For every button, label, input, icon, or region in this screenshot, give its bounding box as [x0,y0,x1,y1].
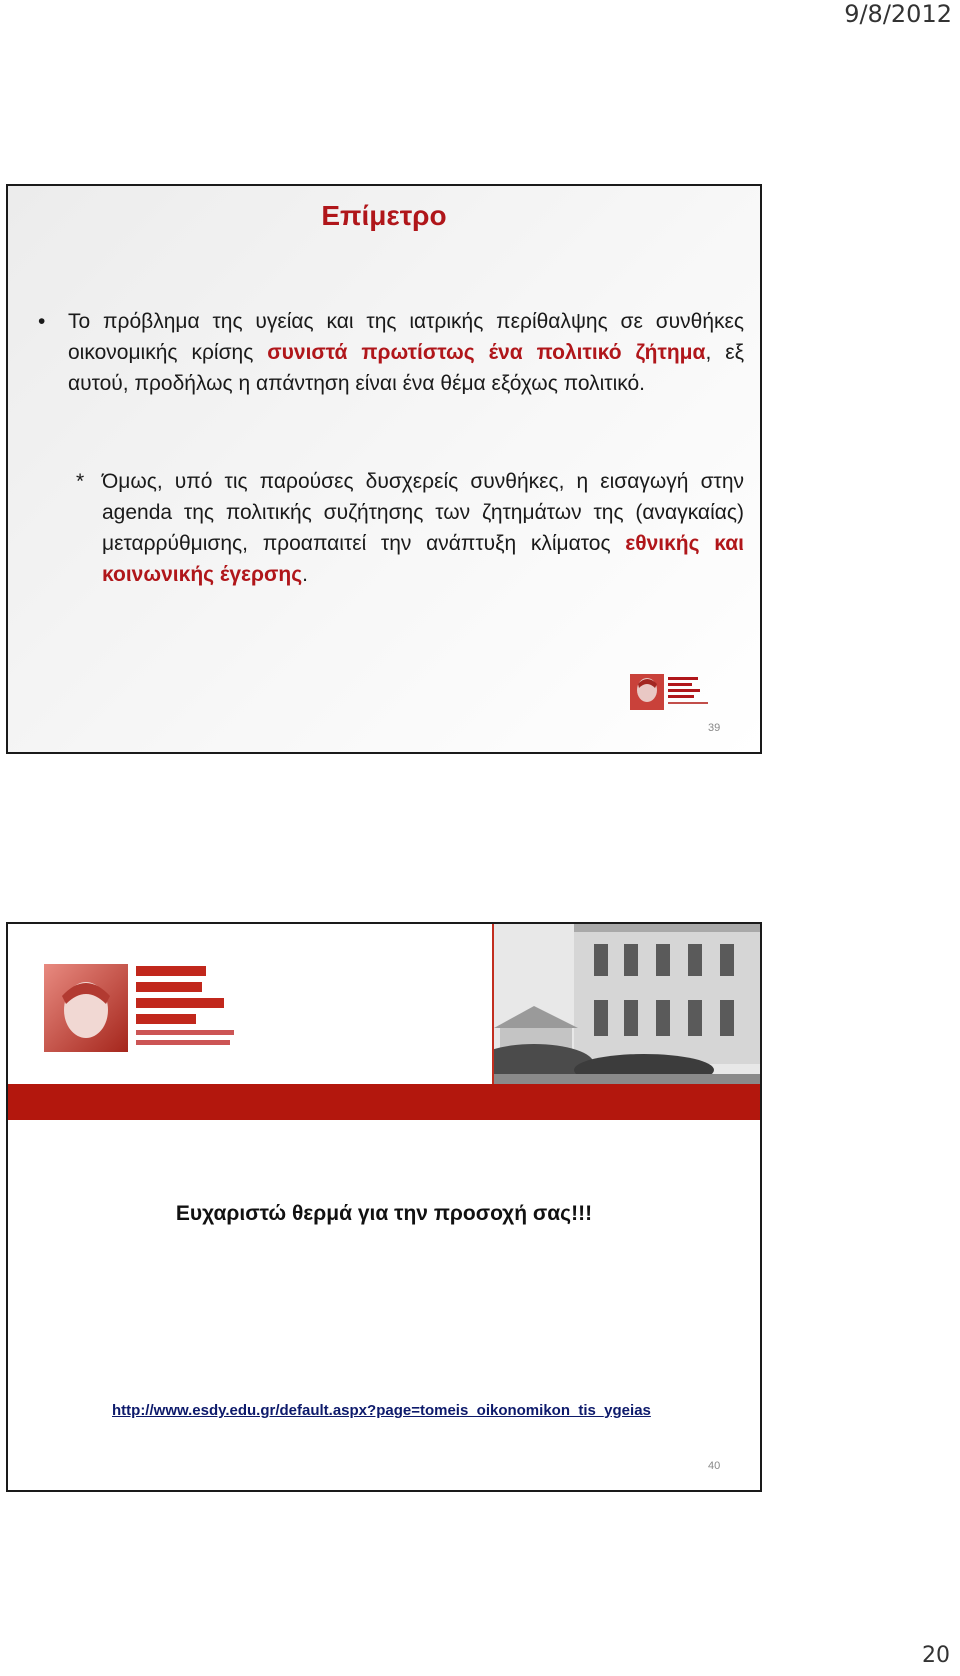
slide-39 [6,184,762,754]
thanks-text: Ευχαριστώ θερμά για την προσοχή σας!!! [175,1202,593,1225]
slide-title: Επίμετρο [321,200,447,231]
website-link[interactable]: http://www.esdy.edu.gr/default.aspx?page=tomeis_oikonomikon_tis_ygeias [112,1402,651,1419]
school-logo-icon [630,674,716,710]
sub-bullet-marker: * [76,470,85,493]
bullet-text: Το πρόβλημα της υγείας και της ιατρικής περίθαλψης σε συνθήκες οικονομικής κρίσης συνιστά πρωτίστως ένα πολιτικό ζήτημα, εξ αυτού, προδήλως η απάντηση είναι ένα θέμα εξόχως πολιτικό. [68,310,744,395]
slide-40 [6,922,762,1492]
building-photo-icon [494,924,762,1084]
bullet-point [38,306,744,399]
banner-red-strip [8,1084,762,1120]
page-date: 9/8/2012 [844,0,952,28]
slide-number: 40 [708,1460,721,1472]
school-logo-icon [44,964,244,1054]
sub-bullet-text: Όμως, υπό τις παρούσες δυσχερείς συνθήκες, η εισαγωγή στην agenda της πολιτικής συζήτησης των ζητημάτων της (αναγκαίας) μεταρρύθμισης, προαπαιτεί την ανάπτυξη κλίματος εθνικής και κοινωνικής έγερσης. [102,470,744,586]
slide-number: 39 [708,722,721,734]
bullet-highlight: συνιστά πρωτίστως ένα πολιτικό ζήτημα [267,341,706,364]
page-number: 20 [922,1643,950,1668]
bullet-marker: • [38,310,46,333]
sub-bullet-highlight: εθνικής και κοινωνικής έγερσης [102,532,744,586]
sub-bullet-point [76,466,744,590]
